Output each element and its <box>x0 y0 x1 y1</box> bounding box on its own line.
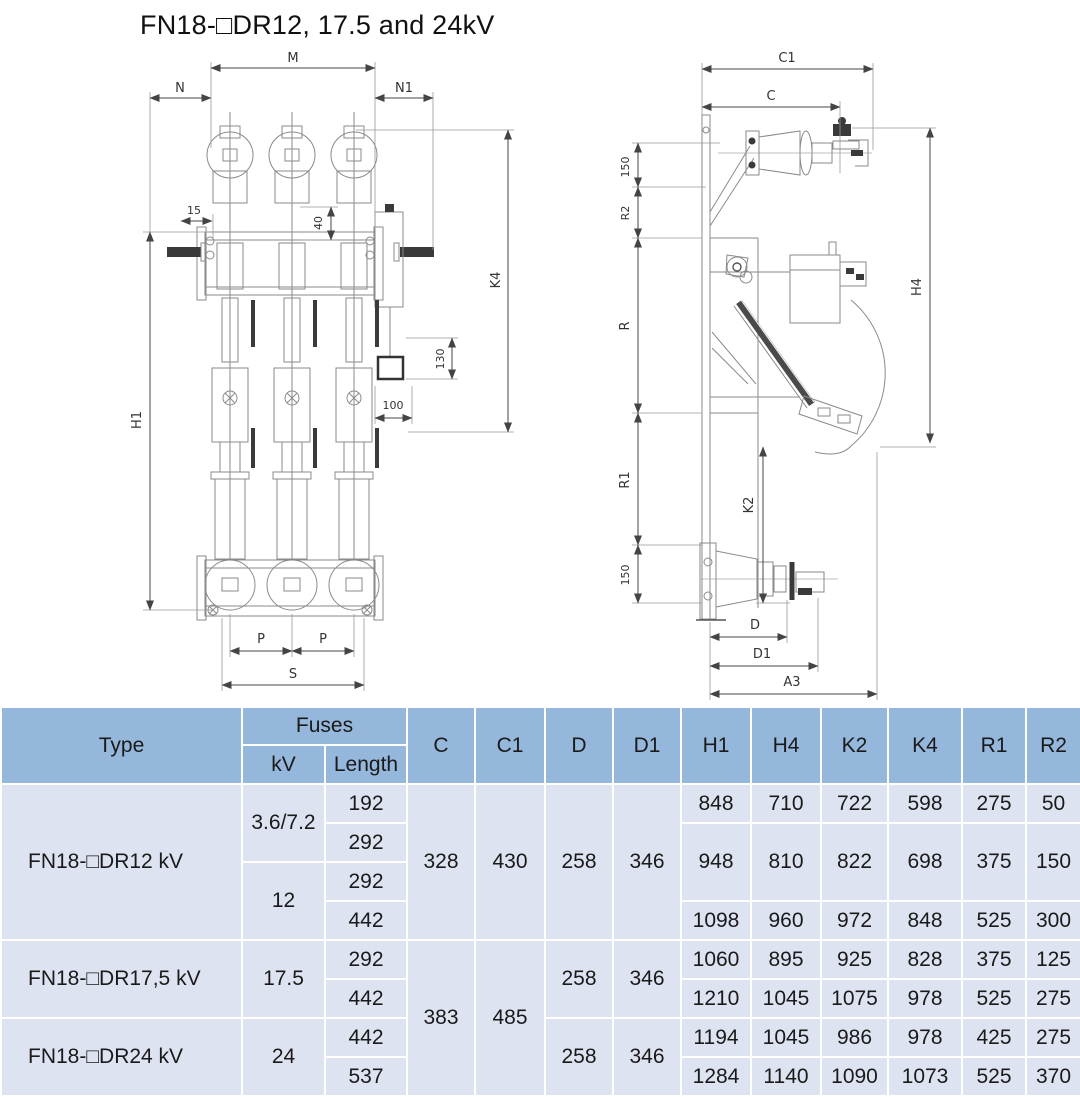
table-cell: 822 <box>821 823 888 901</box>
header-d1: D1 <box>613 707 681 784</box>
header-kv: kV <box>242 745 325 784</box>
dim-label-40: 40 <box>312 216 325 230</box>
table-cell: 828 <box>888 940 962 979</box>
header-c: C <box>407 707 475 784</box>
length-cell: 292 <box>325 862 407 901</box>
table-cell: 275 <box>1026 979 1080 1018</box>
table-cell: 948 <box>681 823 751 901</box>
length-cell: 537 <box>325 1057 407 1096</box>
front-structure <box>167 112 434 620</box>
header-r2: R2 <box>1026 707 1080 784</box>
table-cell: 375 <box>962 823 1026 901</box>
table-cell: 810 <box>751 823 821 901</box>
table-cell: 1060 <box>681 940 751 979</box>
header-length: Length <box>325 745 407 784</box>
table-cell: 525 <box>962 979 1026 1018</box>
table-cell: 485 <box>475 940 545 1096</box>
front-view-drawing <box>55 50 525 705</box>
header-k4: K4 <box>888 707 962 784</box>
table-cell: 1090 <box>821 1057 888 1096</box>
table-cell: 925 <box>821 940 888 979</box>
table-cell: 895 <box>751 940 821 979</box>
table-cell: 1284 <box>681 1057 751 1096</box>
table-cell: 848 <box>681 784 751 823</box>
dim-label-130: 130 <box>434 348 447 370</box>
table-cell: 383 <box>407 940 475 1096</box>
table-cell: 1098 <box>681 901 751 940</box>
header-d: D <box>545 707 613 784</box>
dim-label-k2: K2 <box>742 496 757 514</box>
dim-label-h4: H4 <box>910 277 925 297</box>
table-cell: 346 <box>613 940 681 1018</box>
length-cell: 292 <box>325 940 407 979</box>
table-cell: 346 <box>613 784 681 940</box>
table-cell: 1140 <box>751 1057 821 1096</box>
dim-label-100: 100 <box>382 399 404 412</box>
table-cell: 978 <box>888 1018 962 1057</box>
dim-label-15: 15 <box>187 204 201 217</box>
table-cell: 1210 <box>681 979 751 1018</box>
dim-label-p-left: P <box>257 632 265 647</box>
length-cell: 192 <box>325 784 407 823</box>
table-cell: 525 <box>962 901 1026 940</box>
table-row <box>1 784 1080 823</box>
dim-label-n1: N1 <box>395 81 413 96</box>
table-cell: 258 <box>545 1018 613 1096</box>
dim-label-c: C <box>766 89 776 104</box>
header-k2: K2 <box>821 707 888 784</box>
table-cell: 848 <box>888 901 962 940</box>
dim-label-n: N <box>175 81 185 96</box>
dim-label-r2: R2 <box>619 205 632 221</box>
table-cell: 1075 <box>821 979 888 1018</box>
length-cell: 442 <box>325 901 407 940</box>
type-cell: FN18-□DR17,5 kV <box>1 940 242 1018</box>
dim-label-s: S <box>288 667 298 682</box>
table-cell: 275 <box>962 784 1026 823</box>
header-h1: H1 <box>681 707 751 784</box>
dim-label-d1: D1 <box>752 647 772 662</box>
kv-cell: 3.6/7.2 <box>242 784 325 862</box>
dim-label-bottom-150: 150 <box>619 564 632 586</box>
dim-label-k4: K4 <box>489 271 504 289</box>
header-type: Type <box>1 707 242 784</box>
dim-label-top-150: 150 <box>619 156 632 178</box>
header-h4: H4 <box>751 707 821 784</box>
table-cell: 300 <box>1026 901 1080 940</box>
front-dimensions <box>130 51 514 691</box>
length-cell: 292 <box>325 823 407 862</box>
table-cell: 1045 <box>751 979 821 1018</box>
table-cell: 258 <box>545 940 613 1018</box>
table-cell: 1045 <box>751 1018 821 1057</box>
table-cell: 525 <box>962 1057 1026 1096</box>
table-row <box>1 940 1080 979</box>
length-cell: 442 <box>325 1018 407 1057</box>
table-cell: 978 <box>888 979 962 1018</box>
side-dimensions <box>618 51 936 700</box>
table-cell: 125 <box>1026 940 1080 979</box>
header-c1: C1 <box>475 707 545 784</box>
table-cell: 430 <box>475 784 545 940</box>
table-cell: 375 <box>962 940 1026 979</box>
page-title: FN18-□DR12, 17.5 and 24kV <box>140 10 495 40</box>
kv-cell: 17.5 <box>242 940 325 1018</box>
type-cell: FN18-□DR12 kV <box>1 784 242 940</box>
table-cell: 598 <box>888 784 962 823</box>
dim-label-a3: A3 <box>783 675 801 690</box>
table-cell: 425 <box>962 1018 1026 1057</box>
dim-label-m: M <box>287 51 299 66</box>
header-fuses: Fuses <box>242 707 407 745</box>
dim-label-h1: H1 <box>130 410 145 430</box>
table-cell: 722 <box>821 784 888 823</box>
side-structure <box>696 115 885 620</box>
dim-label-c1: C1 <box>778 51 796 66</box>
table-cell: 50 <box>1026 784 1080 823</box>
table-cell: 986 <box>821 1018 888 1057</box>
table-cell: 370 <box>1026 1057 1080 1096</box>
header-r1: R1 <box>962 707 1026 784</box>
table-cell: 150 <box>1026 823 1080 901</box>
dimensions-table <box>0 706 1080 1097</box>
dim-label-d: D <box>749 618 761 633</box>
table-cell: 275 <box>1026 1018 1080 1057</box>
type-cell: FN18-□DR24 kV <box>1 1018 242 1096</box>
table-cell: 698 <box>888 823 962 901</box>
table-cell: 972 <box>821 901 888 940</box>
table-cell: 258 <box>545 784 613 940</box>
kv-cell: 24 <box>242 1018 325 1096</box>
table-cell: 328 <box>407 784 475 940</box>
dim-label-p-right: P <box>319 632 327 647</box>
table-cell: 1194 <box>681 1018 751 1057</box>
dim-label-r: R <box>618 321 633 331</box>
table-cell: 346 <box>613 1018 681 1096</box>
side-view-drawing <box>600 40 1080 710</box>
length-cell: 442 <box>325 979 407 1018</box>
dim-label-r1: R1 <box>618 471 633 489</box>
table-cell: 960 <box>751 901 821 940</box>
table-cell: 1073 <box>888 1057 962 1096</box>
table-cell: 710 <box>751 784 821 823</box>
kv-cell: 12 <box>242 862 325 940</box>
